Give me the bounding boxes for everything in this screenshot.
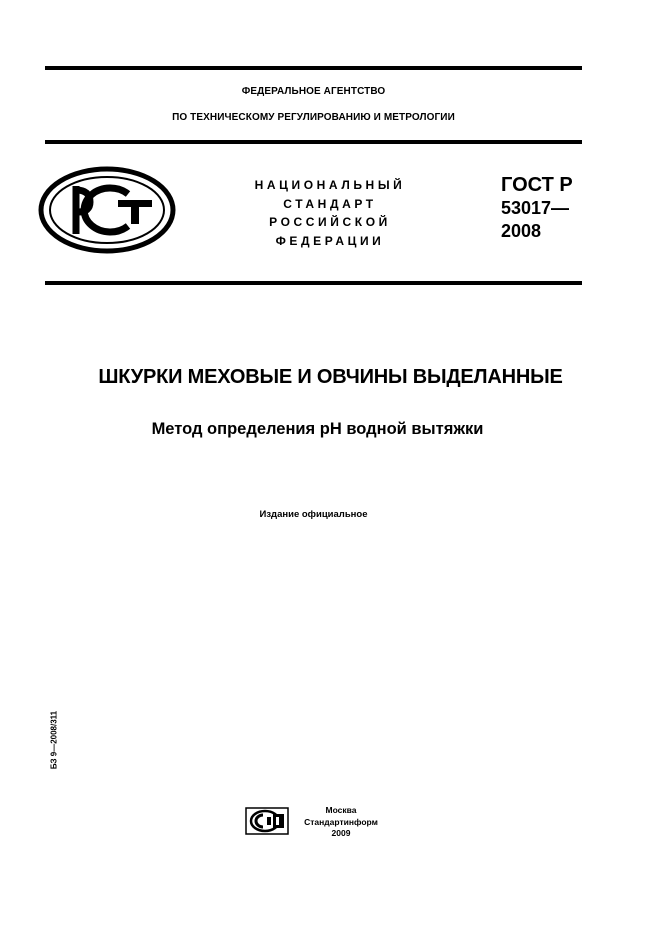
bottom-rule [45,281,582,285]
agency-name-line2: ПО ТЕХНИЧЕСКОМУ РЕГУЛИРОВАНИЮ И МЕТРОЛОГИИ [172,112,455,123]
catalog-code: БЗ 9—2008/311 [49,710,59,770]
standard-designation [501,175,573,242]
standartinform-logo-icon [245,807,289,835]
rst-certification-mark-icon [38,166,176,254]
designation-number: 53017— [501,198,570,218]
national-standard-line2: СТАНДАРТ [283,196,377,211]
agency-name-line1: ФЕДЕРАЛЬНОЕ АГЕНТСТВО [241,86,386,97]
designation-prefix: ГОСТ Р [501,174,573,196]
edition-note: Издание официальное [259,509,368,520]
publisher-block [300,805,382,840]
middle-rule [45,140,582,144]
national-standard-line3: РОССИЙСКОЙ [269,215,391,229]
publisher-year: 2009 [331,828,351,838]
national-standard-label [230,176,430,250]
designation-year: 2008 [501,221,542,241]
national-standard-line4: ФЕДЕРАЦИИ [275,233,385,248]
publisher-city: Москва [325,805,357,815]
document-subtitle: Метод определения pH водной вытяжки [151,420,484,438]
top-rule [45,66,582,70]
document-title: ШКУРКИ МЕХОВЫЕ И ОВЧИНЫ ВЫДЕЛАННЫЕ [98,366,563,388]
publisher-name: Стандартинформ [304,816,378,827]
national-standard-line1: НАЦИОНАЛЬНЫЙ [254,178,406,192]
